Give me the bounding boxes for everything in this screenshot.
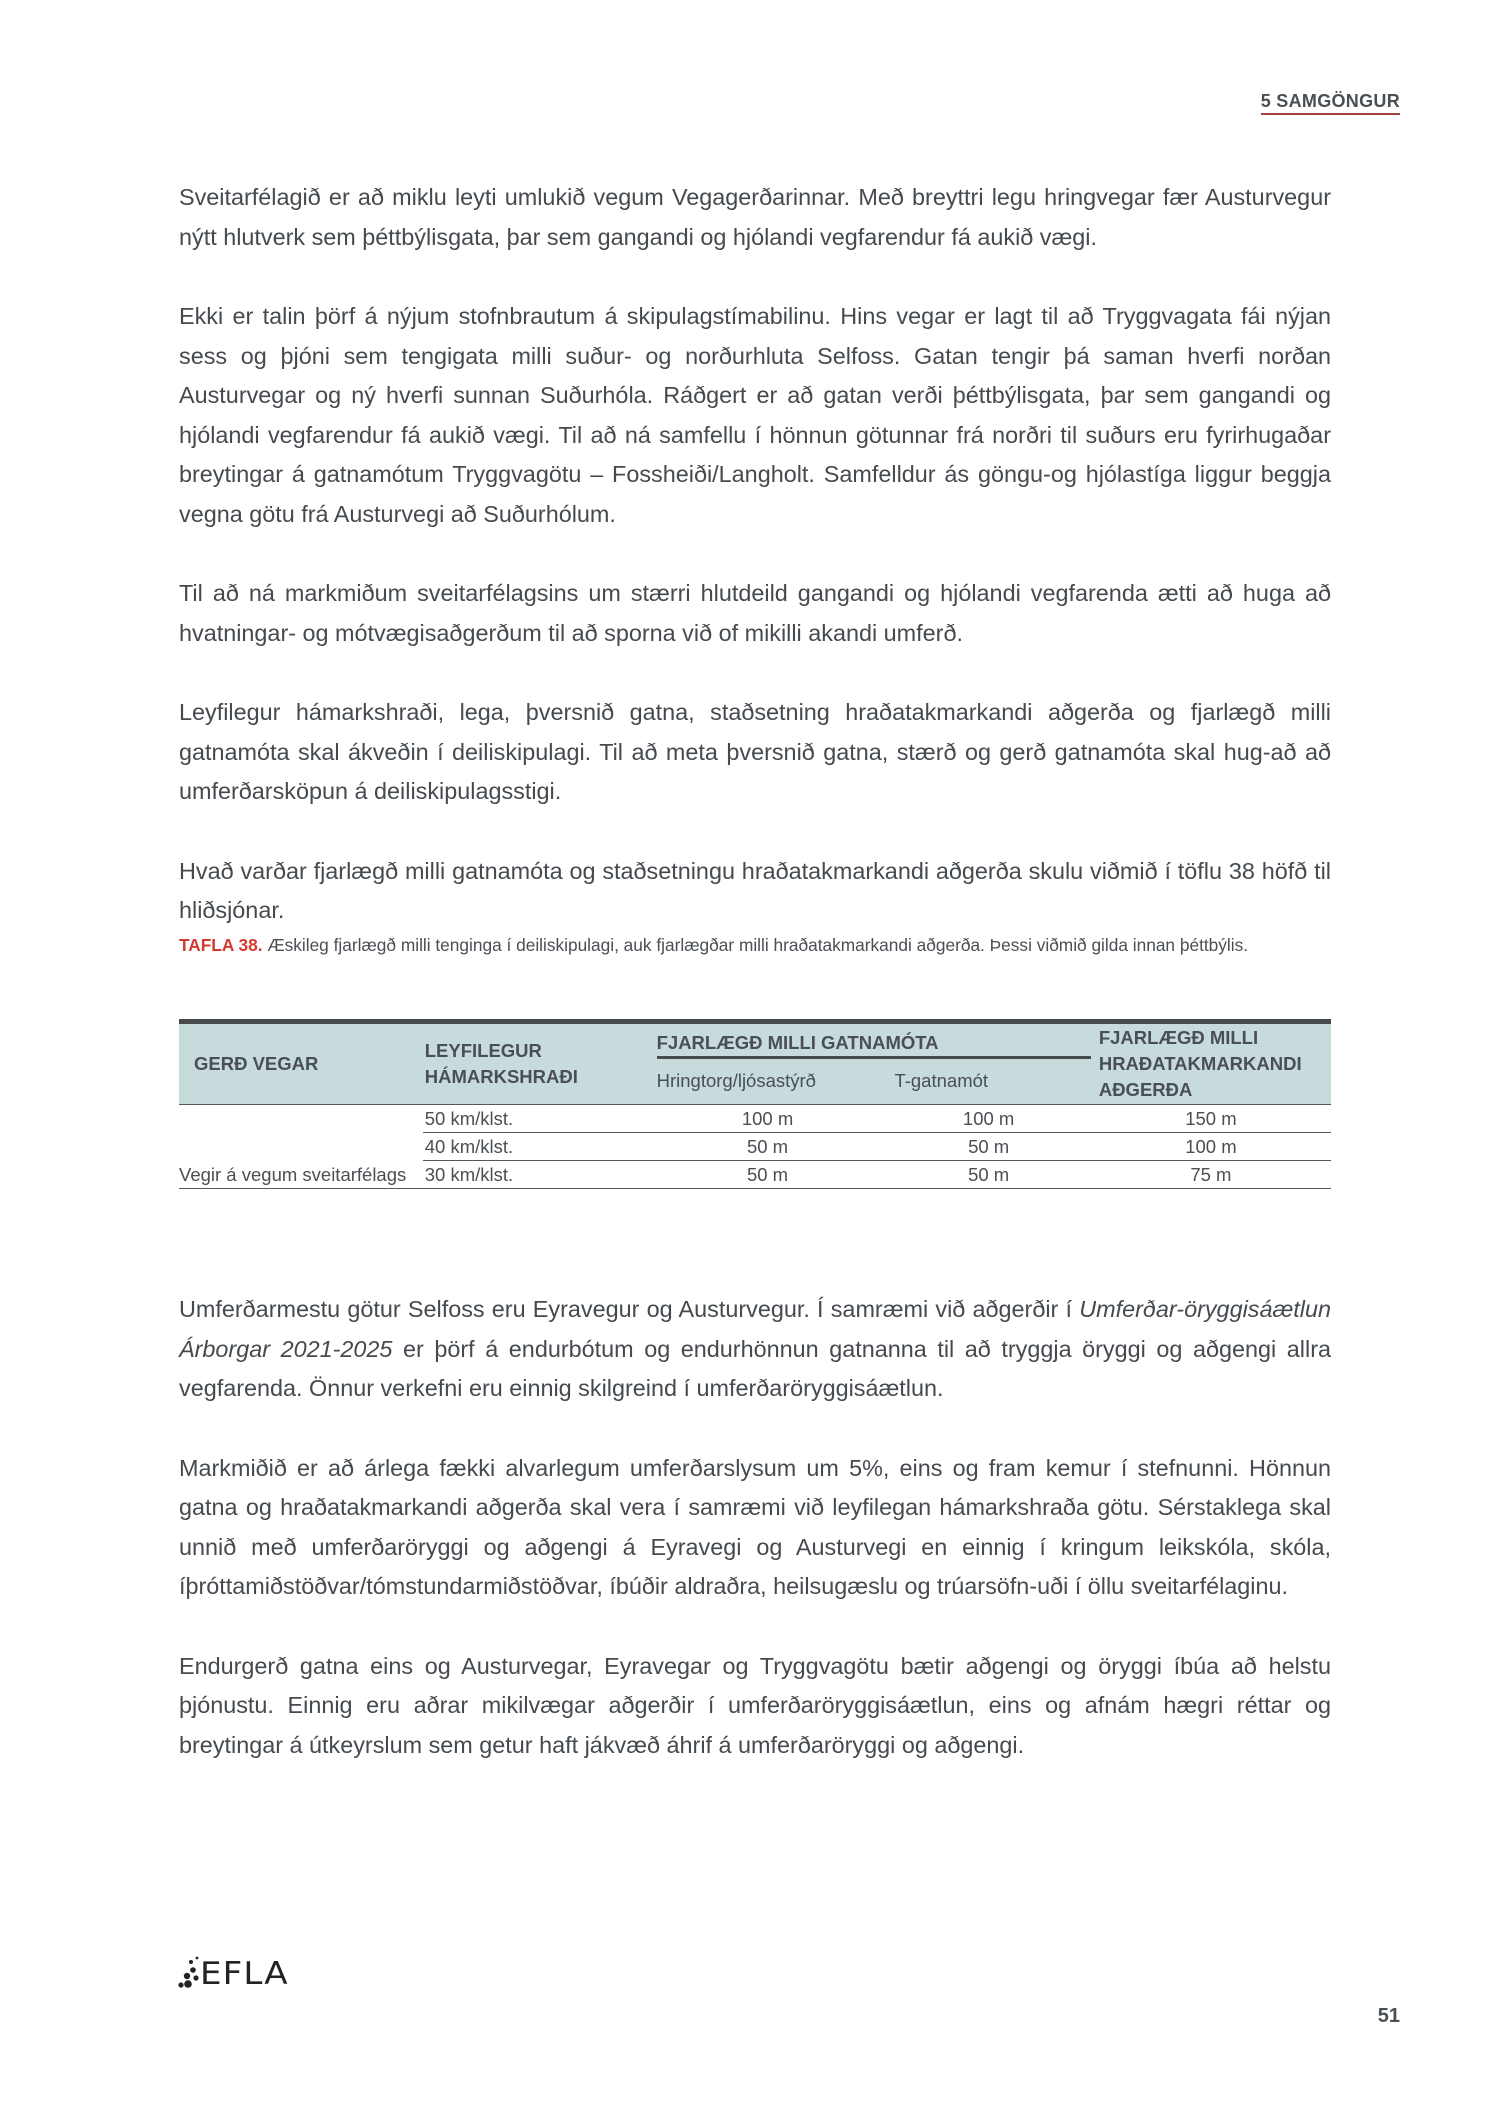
table-caption-label: TAFLA 38. (179, 935, 263, 955)
logo-text: EFLA (200, 1956, 289, 1992)
t-junction-cell: 50 m (886, 1133, 1090, 1161)
speed-measures-cell: 100 m (1091, 1133, 1331, 1161)
speed-measures-cell: 150 m (1091, 1105, 1331, 1133)
paragraph: Sveitarfélagið er að miklu leyti umlukið vegum Vegagerðarinnar. Með breyttri legu hringvegar fær Austurvegur nýtt hlutverk sem þéttbýlisgata, þar sem gangandi og hjólandi vegfarendur fá aukið vægi. (179, 184, 1331, 250)
header-junction-group (649, 1022, 1091, 1060)
junction-group-label: FJARLÆGÐ MILLI GATNAMÓTA (657, 1032, 1091, 1059)
efla-logo (178, 1955, 289, 1992)
paragraph: Hvað varðar fjarlægð milli gatnamóta og staðsetningu hraðatakmarkandi aðgerða skulu viðmið í töflu 38 höfð til hliðsjónar. (179, 857, 1331, 923)
paragraph: Markmiðið er að árlega fækki alvarlegum umferðarslysum um 5%, eins og fram kemur í stefnunni. Hönnun gatna og hraðatakmarkandi aðgerða skal vera í samræmi við leyfilegan hámarkshraða götu. Sérstaklega skal unnið með umferðaröryggi og aðgengi á Eyravegi og Austurvegi en einnig í kringum leikskóla, skóla, íþróttamiðstöðvar/tómstundarmiðstöðvar, íbúðir aldraðra, heilsugæslu og trúarsöfn-uði í öllu sveitarfélaginu. (179, 1454, 1331, 1599)
section-header: 5 SAMGÖNGUR (1261, 90, 1400, 115)
speed-cell: 50 km/klst. (423, 1105, 649, 1133)
t-junction-cell: 100 m (886, 1105, 1090, 1133)
roundabout-cell: 50 m (649, 1161, 887, 1189)
body-top (179, 178, 1331, 971)
speed-measures-cell: 75 m (1091, 1161, 1331, 1189)
paragraph: Leyfilegur hámarkshraði, lega, þversnið gatna, staðsetning hraðatakmarkandi aðgerða og fjarlægð milli gatnamóta skal ákveðin í deiliskipulagi. Til að meta þversnið gatna, stærð og gerð gatnamóta skal hug-að að umferðarsköpun á deiliskipulagsstigi. (179, 699, 1331, 804)
paragraph: Til að ná markmiðum sveitarfélagsins um stærri hlutdeild gangandi og hjólandi vegfarenda ætti að huga að hvatningar- og mótvægisaðgerðum til að sporna við of mikilli akandi umferð. (179, 580, 1331, 646)
header-speed-limit: LEYFILEGUR HÁMARKSHRAÐI (423, 1022, 649, 1105)
paragraph-text: er þörf á endurbótum og endurhönnun gatnanna til að tryggja öryggi og aðgengi allra vegfarenda. Önnur verkefni eru einnig skilgreind í umferðaröryggisáætlun. (179, 1335, 1331, 1401)
paragraph: Ekki er talin þörf á nýjum stofnbrautum á skipulagstímabilinu. Hins vegar er lagt til að Tryggvagata fái nýjan sess og þjóni sem tengigata milli suður- og norðurhluta Selfoss. Gatan tengir þá saman hverfi norðan Austurvegar og ný hverfi sunnan Suðurhóla. Ráðgert er að gatan verði þéttbýlisgata, þar sem gangandi og hjólandi vegfarendur fá aukið vægi. Til að ná samfellu í hönnun götunnar frá norðri til suðurs eru fyrirhugaðar breytingar á gatnamótum Tryggvagötu – Fossheiði/Langholt. Samfelldur ás göngu-og hjólastíga liggur beggja vegna götu frá Austurvegi að Suðurhólum. (179, 303, 1331, 527)
dots-logo-icon (178, 1955, 200, 1989)
page-number: 51 (1377, 2005, 1400, 2027)
header-road-type: GERÐ VEGAR (179, 1022, 423, 1105)
table-row (179, 1105, 1331, 1133)
roundabout-cell: 100 m (649, 1105, 887, 1133)
plan-title: Umferðar-öryggisáætlun Árborgar 2021-2025 (179, 1296, 1331, 1362)
road-type-cell: Vegir á vegum sveitarfélags (179, 1105, 423, 1189)
distance-table (179, 1019, 1331, 1189)
speed-cell: 30 km/klst. (423, 1161, 649, 1189)
roundabout-cell: 50 m (649, 1133, 887, 1161)
table-caption-text: Æskileg fjarlægð milli tenginga í deiliskipulagi, auk fjarlægðar milli hraðatakmarkandi aðgerða. Þessi viðmið gilda innan þéttbýlis. (262, 935, 1249, 955)
table-caption (179, 932, 1331, 958)
header-t-junction: T-gatnamót (886, 1059, 1090, 1105)
header-speed-measures: FJARLÆGÐ MILLI HRAÐATAKMARKANDI AÐGERÐA (1091, 1022, 1331, 1105)
header-roundabout: Hringtorg/ljósastýrð (649, 1059, 887, 1105)
paragraph: Endurgerð gatna eins og Austurvegar, Eyravegar og Tryggvagötu bætir aðgengi og öryggi íbúa að helstu þjónustu. Einnig eru aðrar mikilvægar aðgerðir í umferðaröryggisáætlun, eins og afnám hægri réttar og breytingar á útkeyrslum sem getur haft jákvæð áhrif á umferðaröryggi og aðgengi. (179, 1652, 1331, 1758)
paragraph (179, 1290, 1331, 1409)
speed-cell: 40 km/klst. (423, 1133, 649, 1161)
body-bottom (179, 1290, 1331, 1805)
t-junction-cell: 50 m (886, 1161, 1090, 1189)
paragraph-text: Umferðarmestu götur Selfoss eru Eyravegur og Austurvegur. Í samræmi við aðgerðir í (179, 1296, 1080, 1322)
